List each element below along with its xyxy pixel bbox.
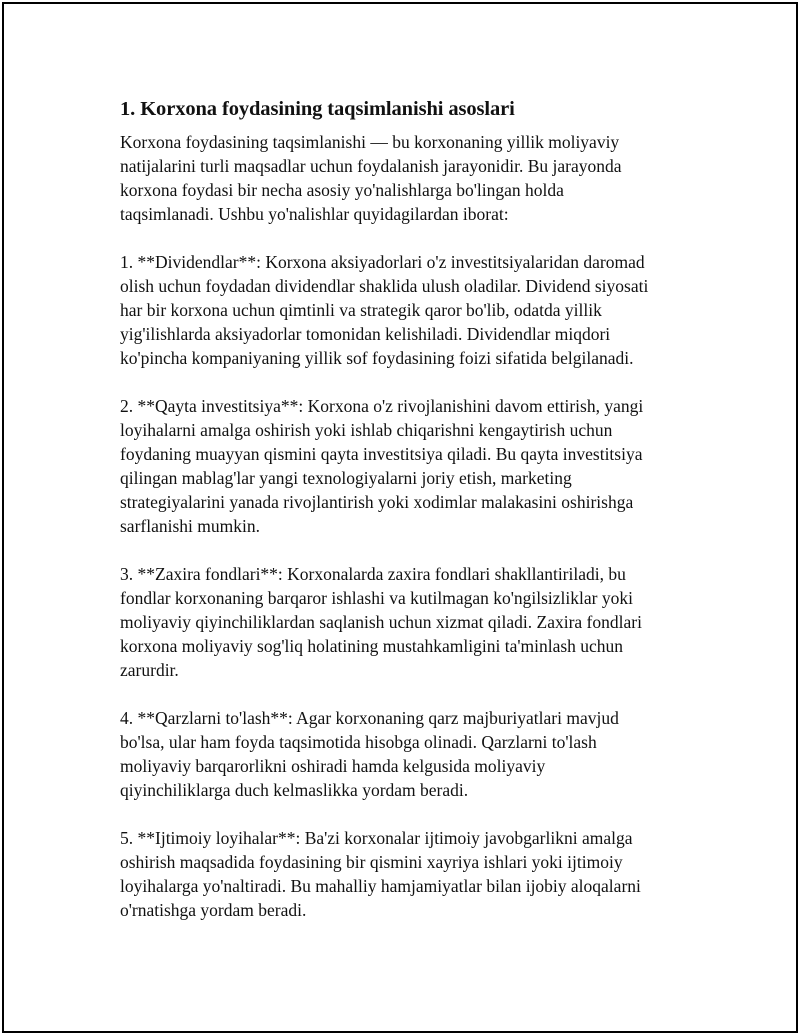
reserve-funds-paragraph: 3. **Zaxira fondlari**: Korxonalarda zaxira fondlari shakllantiriladi, bu fondlar korxonaning barqaror ishlashi va kutilmagan ko'ngilsizliklar yoki moliyaviy qiyinchiliklardan saqlanish uchun xizmat qiladi. Zaxira fondlari korxona moliyaviy sog'liq holatining mustahkamligini ta'minlash uchun zarurdir. xyxy=(120,564,642,680)
debt-repayment-paragraph: 4. **Qarzlarni to'lash**: Agar korxonaning qarz majburiyatlari mavjud bo'lsa, ular ham foyda taqsimotida hisobga olinadi. Qarzlarni to'lash moliyaviy barqarorlikni oshiradi hamda kelgusida moliyaviy qiyinchiliklarga duch kelmaslikka yordam beradi. xyxy=(120,708,619,800)
dividends-paragraph: 1. **Dividendlar**: Korxona aksiyadorlari o'z investitsiyalaridan daromad olish uchun foydadan dividendlar shaklida ulush oladilar. Dividend siyosati har bir korxona uchun qimtinli va strategik qaror bo'lib, odatda yillik yig'ilishlarda aksiyadorlar tomonidan kelishiladi. Dividendlar miqdori ko'pincha kompaniyaning yillik sof foydasining foizi sifatida belgilanadi. xyxy=(120,252,649,368)
reinvestment-paragraph: 2. **Qayta investitsiya**: Korxona o'z rivojlanishini davom ettirish, yangi loyihalarni amalga oshirish yoki ishlab chiqarishni kengaytirish uchun foydaning muayyan qismini qayta investitsiya qiladi. Bu qayta investitsiya qilingan mablag'lar yangi texnologiyalarni joriy etish, marketing strategiyalarini yanada rivojlantirish yoki xodimlar malakasini oshirishga sarflanishi mumkin. xyxy=(120,396,644,536)
document-title: 1. Korxona foydasining taqsimlanishi asoslari xyxy=(120,98,515,120)
document-body xyxy=(120,96,690,946)
intro-paragraph: Korxona foydasining taqsimlanishi — bu korxonaning yillik moliyaviy natijalarini turli maqsadlar uchun foydalanish jarayonidir. Bu jarayonda korxona foydasi bir necha asosiy yo'nalishlarga bo'lingan holda taqsimlanadi. Ushbu yo'nalishlar quyidagilardan iborat: xyxy=(120,132,622,224)
page-frame xyxy=(2,2,798,1033)
social-projects-paragraph: 5. **Ijtimoiy loyihalar**: Ba'zi korxonalar ijtimoiy javobgarlikni amalga oshirish maqsadida foydasining bir qismini xayriya ishlari yoki ijtimoiy loyihalarga yo'naltiradi. Bu mahalliy hamjamiyatlar bilan ijobiy aloqalarni o'rnatishga yordam beradi. xyxy=(120,828,641,920)
